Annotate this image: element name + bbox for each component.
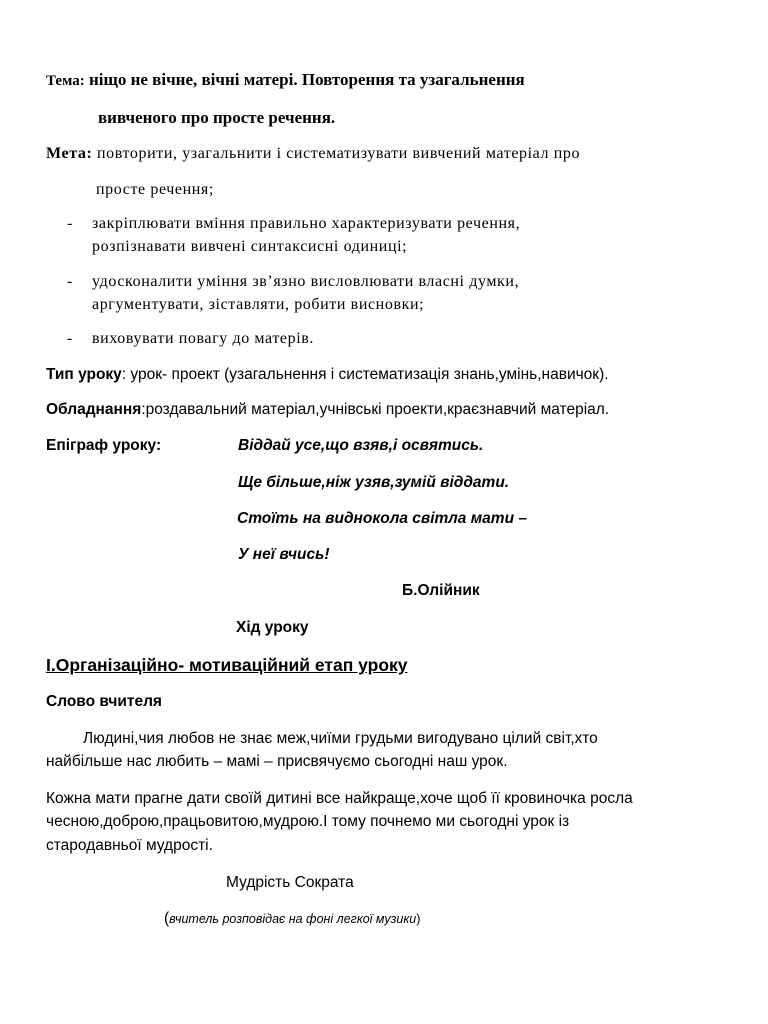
epigraph-line-4: У неї вчись! [238, 546, 330, 563]
bullet-3-line-1: виховувати повагу до матерів. [92, 330, 315, 347]
epigraph-author: Б.Олійник [402, 582, 480, 599]
obladnannia-label: Обладнання [46, 401, 142, 418]
epigraph-line-2: Ще більше,ніж узяв,зумій віддати. [238, 474, 510, 491]
meta-label: Мета: [46, 145, 93, 162]
obladnannia-line [46, 401, 609, 419]
music-note [164, 910, 420, 928]
note-text: вчитель розповідає на фоні легкої музики [169, 912, 417, 926]
meta-line-1 [46, 145, 580, 163]
bullet-1-line-1: закріплювати вміння правильно характеризувати речення, [92, 215, 521, 232]
tema-label: Тема: [46, 73, 85, 89]
typ-label: Тип уроку [46, 366, 122, 383]
bullet-2-line-1: удосконалити уміння зв’язно висловлювати власні думки, [92, 273, 520, 290]
tema-text-1: ніщо не вічне, вічні матері. Повторення та узагальнення [88, 70, 525, 89]
obladnannia-text: :роздавальний матеріал,учнівські проекти,краєзнавчий матеріал. [141, 401, 610, 418]
tema-line-1 [46, 70, 525, 90]
section-1-heading: І.Організаційно- мотиваційний етап уроку [46, 655, 408, 675]
hid-uroku-heading: Хід уроку [236, 619, 309, 636]
para-2-line-1: Кожна мати прагне дати своїй дитині все найкраще,хоче щоб її кровиночка росла [46, 790, 633, 807]
bullet-2-line-2: аргументувати, зіставляти, робити висновки; [92, 296, 425, 313]
note-open-paren: ( [164, 910, 170, 927]
para-2-line-2: чесною,доброю,працьовитою,мудрою.І тому почнемо ми сьогодні урок із [46, 813, 570, 830]
epigraph-label: Епіграф уроку: [46, 437, 162, 454]
typ-text: : урок- проект (узагальнення і систематизація знань,умінь,навичок). [121, 366, 609, 383]
meta-text-1: повторити, узагальнити і систематизувати вивчений матеріал про [96, 145, 581, 162]
bullet-1-line-2: розпізнавати вивчені синтаксисні одиниці; [92, 238, 408, 255]
epigraph-line-1: Віддай усе,що взяв,і освятись. [238, 437, 484, 454]
tema-text-2: вивченого про просте речення. [98, 108, 336, 127]
epigraph-line-3: Стоїть на виднокола світла мати – [237, 510, 527, 527]
meta-text-2: просте речення; [96, 181, 214, 198]
mudrist-sokrata: Мудрість Сократа [226, 874, 354, 891]
para-2-line-3: стародавньої мудрості. [46, 837, 213, 854]
typ-line [46, 366, 609, 384]
para-1-line-1: Людині,чия любов не знає меж,чиїми грудьми вигодувано цілий світ,хто [83, 730, 598, 747]
bullet-dash: - [67, 215, 73, 232]
bullet-dash: - [67, 330, 73, 347]
slovo-vchytelia: Слово вчителя [46, 693, 162, 710]
para-1-line-2: найбільше нас любить – мамі – присвячуємо сьогодні наш урок. [46, 753, 508, 770]
note-close-paren: ) [416, 912, 421, 926]
bullet-dash: - [67, 273, 73, 290]
